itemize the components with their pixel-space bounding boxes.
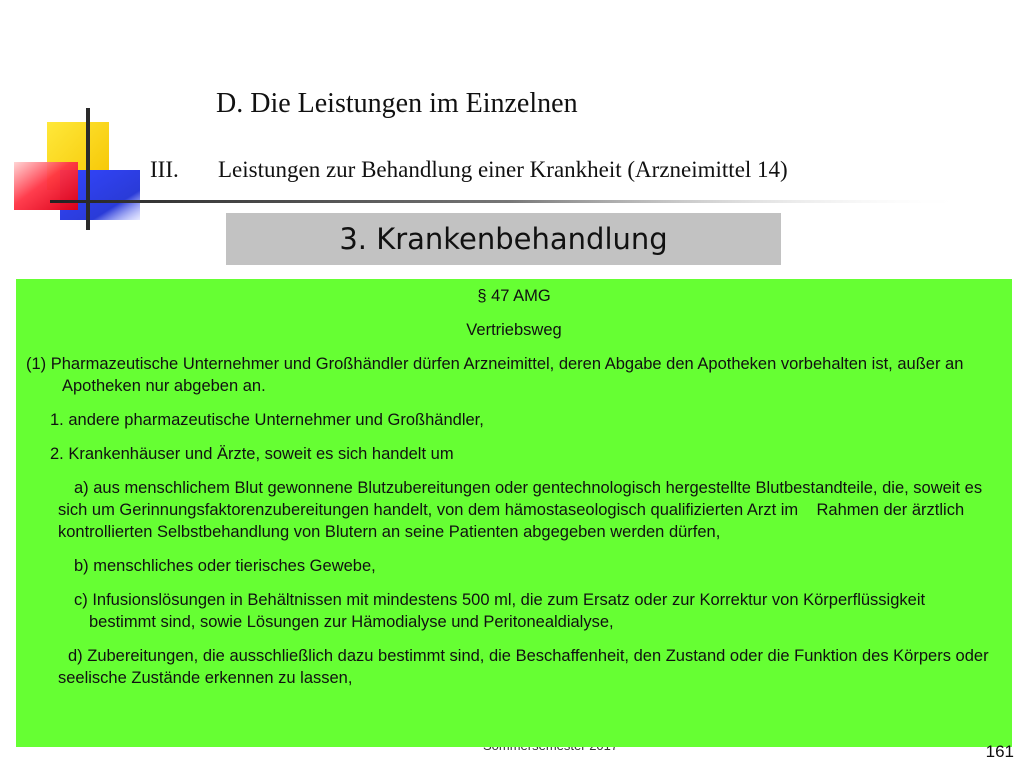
- law-subheading: Vertriebsweg: [466, 321, 562, 339]
- section-label: 3. Krankenbehandlung: [226, 213, 781, 265]
- law-item-2d: d) Zubereitungen, die ausschließlich dazu bestimmt sind, die Beschaffenheit, den Zustand oder die Funktion des Körpers oder seelische Zustände erkennen zu lassen,: [58, 647, 989, 687]
- law-heading: § 47 AMG: [477, 287, 551, 305]
- page-number: 161: [985, 742, 1014, 761]
- law-text-box: [16, 279, 1012, 747]
- law-paragraph-1: (1) Pharmazeutische Unternehmer und Großhändler dürfen Arzneimittel, deren Abgabe den Apotheken vorbehalten ist, außer an Apotheken nur abgeben an.: [26, 355, 964, 395]
- slide-subtitle: [150, 155, 788, 185]
- law-item-2a: a) aus menschlichem Blut gewonnene Blutzubereitungen oder gentechnologisch hergestellte Blutbestandteile, die, soweit es sich um Gerinnungsfaktorenzubereitungen handelt, von dem hämostaseologisch qualifizierten Arzt im Rahmen der ärztlich kontrollierten Selbstbehandlung von Blutern an seine Patienten abgegeben werden dürfen,: [58, 479, 987, 541]
- law-item-2c: c) Infusionslösungen in Behältnissen mit mindestens 500 ml, die zum Ersatz oder zur Korrektur von Körperflüssigkeit bestimmt sind, sowie Lösungen zur Hämodialyse und Peritonealdialyse,: [74, 591, 926, 631]
- law-item-2: 2. Krankenhäuser und Ärzte, soweit es sich handelt um: [50, 445, 454, 463]
- subtitle-number: III.: [150, 157, 179, 182]
- subtitle-text: Leistungen zur Behandlung einer Krankheit (Arzneimittel 14): [218, 157, 788, 182]
- law-item-2b: b) menschliches oder tierisches Gewebe,: [74, 557, 376, 575]
- law-item-1: 1. andere pharmazeutische Unternehmer und Großhändler,: [50, 411, 484, 429]
- slide-title: D. Die Leistungen im Einzelnen: [216, 88, 578, 119]
